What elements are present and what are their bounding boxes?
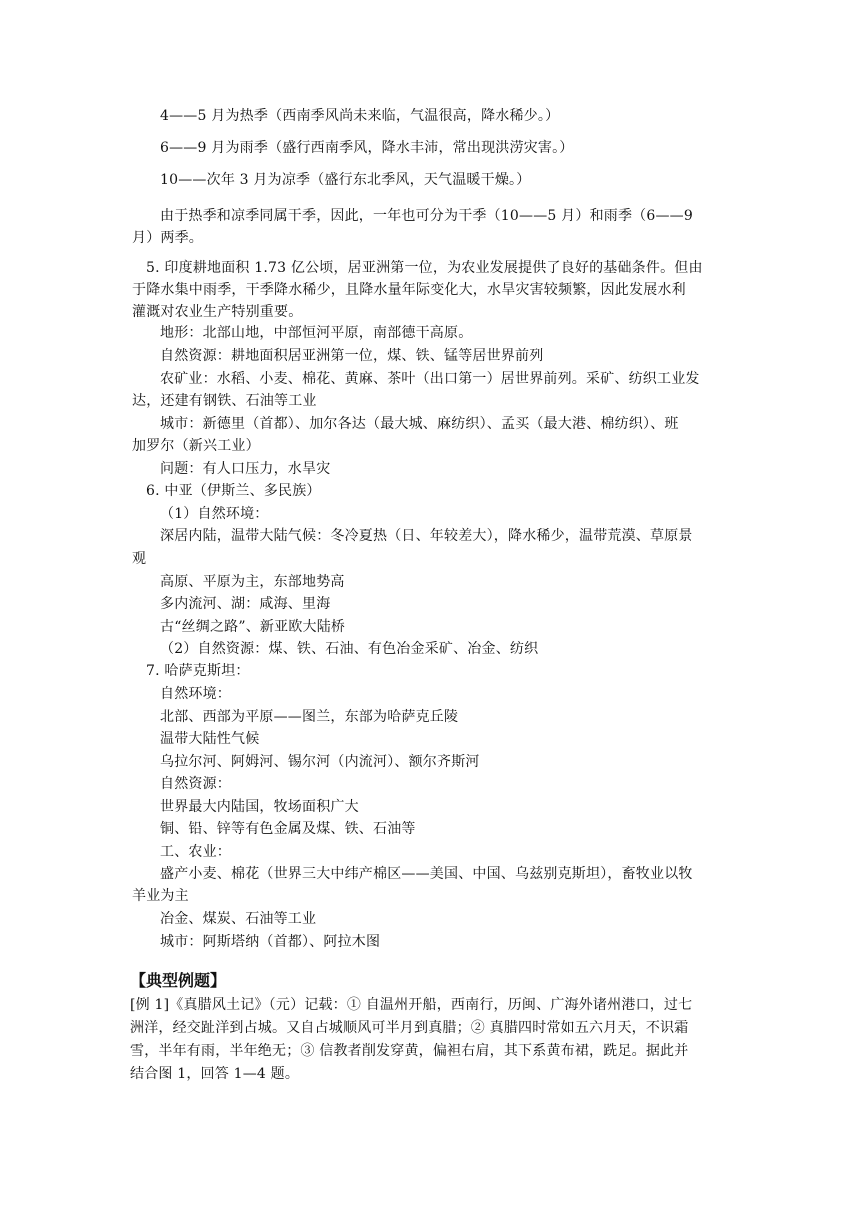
- text-line: 6——9 月为雨季（盛行西南季风，降水丰沛，常出现洪涝灾害。）: [160, 140, 574, 156]
- text-line: 自然资源：: [160, 776, 231, 792]
- text-line: （1）自然环境：: [160, 506, 269, 522]
- text-line: 高原、平原为主，东部地势高: [160, 574, 345, 590]
- text-line: 问题：有人口压力，水旱灾: [160, 461, 331, 477]
- text-line: 加罗尔（新兴工业）: [132, 438, 260, 454]
- example-line: 雪，半年有雨，半年绝无；③ 信教者削发穿黄，偏袒右肩，其下系黄布裙，跣足。据此并: [130, 1043, 689, 1059]
- text-line: 盛产小麦、棉花（世界三大中纬产棉区——美国、中国、乌兹别克斯坦），畜牧业以牧: [160, 866, 693, 882]
- text-line: 城市：新德里（首都）、加尔各达（最大城、麻纺织）、孟买（最大港、棉纺织）、班: [160, 416, 679, 432]
- text-line: 5. 印度耕地面积 1.73 亿公顷，居亚洲第一位，为农业发展提供了良好的基础条件。但由: [146, 260, 703, 276]
- text-line: 深居内陆，温带大陆气候：冬冷夏热（日、年较差大），降水稀少，温带荒漠、草原景: [160, 528, 693, 544]
- text-line: 7. 哈萨克斯坦：: [146, 663, 250, 679]
- example-line: 洲洋，经交趾洋到占城。又自占城顺风可半月到真腊；② 真腊四时常如五六月天，不识霜: [130, 1020, 689, 1036]
- section-heading: 【典型例题】: [130, 971, 227, 990]
- text-line: 乌拉尔河、阿姆河、锡尔河（内流河）、额尔齐斯河: [160, 754, 480, 770]
- text-line: 冶金、煤炭、石油等工业: [160, 911, 317, 927]
- text-line: 6. 中亚（伊斯兰、多民族）: [146, 483, 321, 499]
- text-line: 10——次年 3 月为凉季（盛行东北季风，天气温暖干燥。）: [160, 172, 531, 188]
- text-line: 世界最大内陆国，牧场面积广大: [160, 799, 359, 815]
- text-line: 多内流河、湖：咸海、里海: [160, 596, 331, 612]
- text-line: 工、农业：: [160, 844, 231, 860]
- text-line: 4——5 月为热季（西南季风尚未来临，气温很高，降水稀少。）: [160, 108, 560, 124]
- text-line: 古“丝绸之路”、新亚欧大陆桥: [160, 619, 346, 635]
- text-line: 农矿业：水稻、小麦、棉花、黄麻、茶叶（出口第一）居世界前列。采矿、纺织工业发: [160, 371, 700, 387]
- text-line: 羊业为主: [132, 888, 189, 904]
- text-line: 铜、铅、锌等有色金属及煤、铁、石油等: [160, 821, 416, 837]
- text-line: 温带大陆性气候: [160, 731, 260, 747]
- text-line: 月）两季。: [132, 230, 203, 246]
- example-line: [例 1]《真腊风土记》（元）记载：① 自温州开船，西南行，历闽、广海外诸州港口，过七: [130, 997, 693, 1013]
- text-line: 地形：北部山地，中部恒河平原，南部德干高原。: [160, 325, 473, 341]
- text-line: 由于热季和凉季同属干季，因此，一年也可分为干季（10——5 月）和雨季（6——9: [160, 208, 693, 224]
- text-line: 自然资源：耕地面积居亚洲第一位，煤、铁、锰等居世界前列: [160, 348, 544, 364]
- text-line: 北部、西部为平原——图兰，东部为哈萨克丘陵: [160, 709, 459, 725]
- text-line: 灌溉对农业生产特别重要。: [132, 304, 303, 320]
- text-line: 于降水集中雨季，干季降水稀少，且降水量年际变化大，水旱灾害较频繁，因此发展水利: [132, 282, 686, 298]
- text-line: 城市：阿斯塔纳（首都）、阿拉木图: [160, 934, 381, 950]
- text-line: 达，还建有钢铁、石油等工业: [132, 393, 317, 409]
- text-line: 自然环境：: [160, 686, 231, 702]
- text-line: 观: [132, 551, 147, 567]
- text-line: （2）自然资源：煤、铁、石油、有色冶金采矿、冶金、纺织: [160, 641, 539, 657]
- example-line: 结合图 1，回答 1—4 题。: [130, 1066, 300, 1082]
